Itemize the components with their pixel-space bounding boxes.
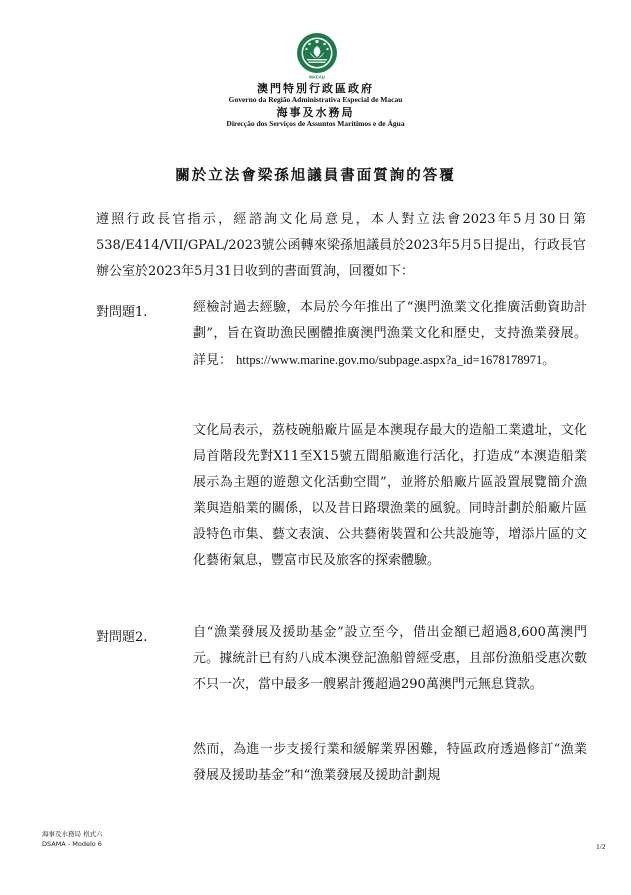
macau-emblem-icon	[293, 30, 341, 80]
answer-1-paragraph-1	[193, 295, 587, 374]
answer-1-paragraph-2: 文化局表示，荔枝碗船廠片區是本澳現存最大的造船工業遺址，文化局首階段先對X11至X15號五間船廠進行活化，打造成“本澳造船業展示為主題的遊憩文化活動空間”，並將於船廠片區設置展覽簡介漁業與造船業的關係，以及昔日路環漁業的風貌。同時計劃於船廠片區設特色市集、藝文表演、公共藝術裝置和公共設施等，增添片區的文化藝術氣息，豐富市民及旅客的探索體驗。	[193, 423, 587, 568]
answer-1-label: 對問題1.	[96, 305, 148, 320]
answer-2-label: 對問題2.	[96, 630, 148, 645]
page-number: 1/2	[596, 842, 606, 851]
footer-form-label	[42, 829, 103, 849]
footer-form-chinese: 海事及水務局 格式六	[42, 830, 103, 838]
government-name-portuguese: Governo da Região Administrativa Especial de Macau	[228, 95, 403, 104]
answer-2-paragraph-1: 自“漁業發展及援助基金”設立至今，借出金額已超過8,600萬澳門元。據統計已有約八成本澳登記漁船曾經受惠，且部份漁船受惠次數不只一次，當中最多一艘累計獲超過290萬澳門元無息貸款。	[193, 625, 587, 692]
intro-paragraph: 遵照行政長官指示，經諮詢文化局意見，本人對立法會2023年5月30日第538/E414/VII/GPAL/2023號公函轉來梁孫旭議員於2023年5月5日提出，行政長官辦公室於2023年5月31日收到的書面質詢，回覆如下：	[96, 212, 586, 279]
department-name-chinese: 海事及水務局	[276, 106, 355, 119]
answer-1-link[interactable]: https://www.marine.gov.mo/subpage.aspx?a_id=1678178971。	[236, 353, 555, 367]
answer-1-text: 經檢討過去經驗，本局於今年推出了“澳門漁業文化推廣活動資助計劃”，旨在資助漁民團體推廣澳門漁業文化和歷史，支持漁業發展。詳見：	[193, 300, 587, 368]
government-name-chinese: 澳門特別行政區政府	[257, 82, 374, 95]
document-title: 關於立法會梁孫旭議員書面質詢的答覆	[175, 167, 456, 184]
department-name-portuguese: Direcção dos Serviços de Assuntos Marítimos e de Água	[226, 119, 405, 128]
emblem-label: MACAU	[309, 74, 325, 80]
answer-2-paragraph-2: 然而，為進一步支援行業和緩解業界困難，特區政府透過修訂“漁業發展及援助基金”和“漁業發展及援助計劃規	[193, 742, 587, 783]
footer-form-portuguese: DSAMA - Modelo 6	[42, 840, 102, 848]
